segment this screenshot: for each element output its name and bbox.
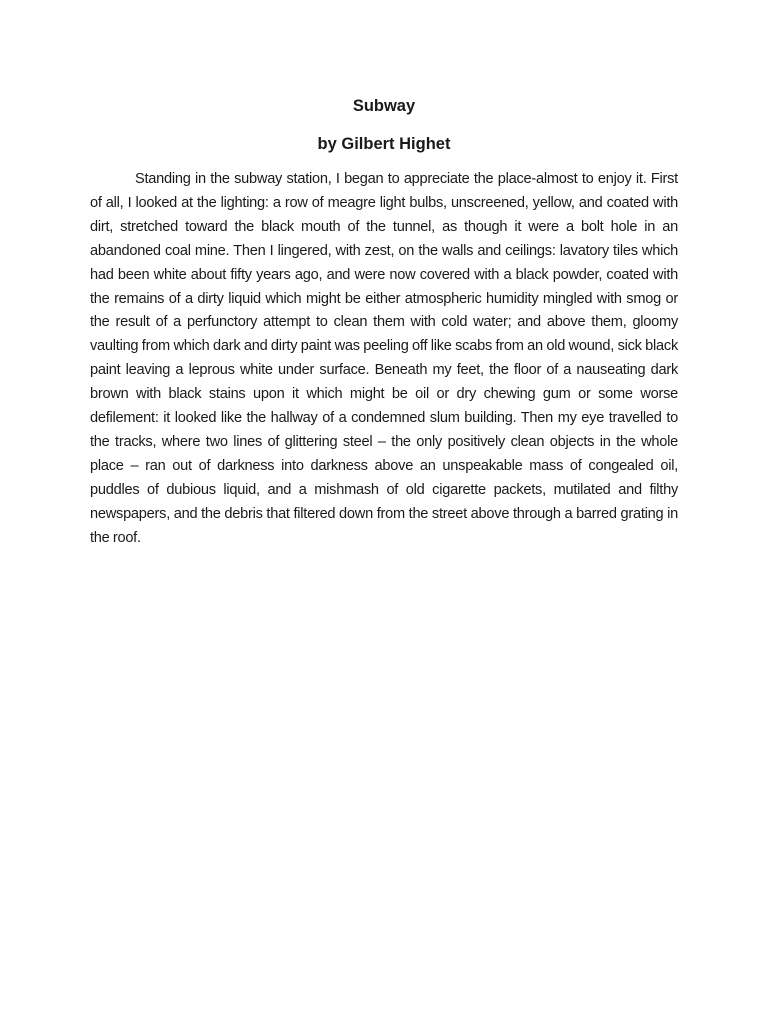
document-author: by Gilbert Highet — [317, 135, 451, 153]
document-title: Subway — [352, 97, 416, 115]
body-paragraph: Standing in the subway station, I began to appreciate the place-almost to enjoy it. First of all, I looked at the lighting: a row of meagre light bulbs, unscreened, yellow, and coated with dirt, stretched toward the black mouth of the tunnel, as though it were a bolt hole in an abandoned coal mine. Then I lingered, with zest, on the walls and ceilings: lavatory tiles which had been white about fifty years ago, and were now covered with a black powder, coated with the remains of a dirty liquid which might be either atmospheric humidity mingled with smog or the result of a perfunctory attempt to clean them with cold water; and above them, gloomy vaulting from which dark and dirty paint was peeling off like scabs from an old wound, sick black paint leaving a leprous white under surface. Beneath my feet, the floor of a nauseating dark brown with black stains upon it which might be oil or dry chewing gum or some worse defilement: it looked like the hallway of a condemned slum building. Then my eye travelled to the tracks, where two lines of glittering steel – the only positively clean objects in the whole place – ran out of darkness into darkness above an unspeakable mass of congealed oil, puddles of dubious liquid, and a mishmash of old cigarette packets, mutilated and filthy newspapers, and the debris that filtered down from the street above through a barred grating in the roof. — [90, 171, 678, 546]
